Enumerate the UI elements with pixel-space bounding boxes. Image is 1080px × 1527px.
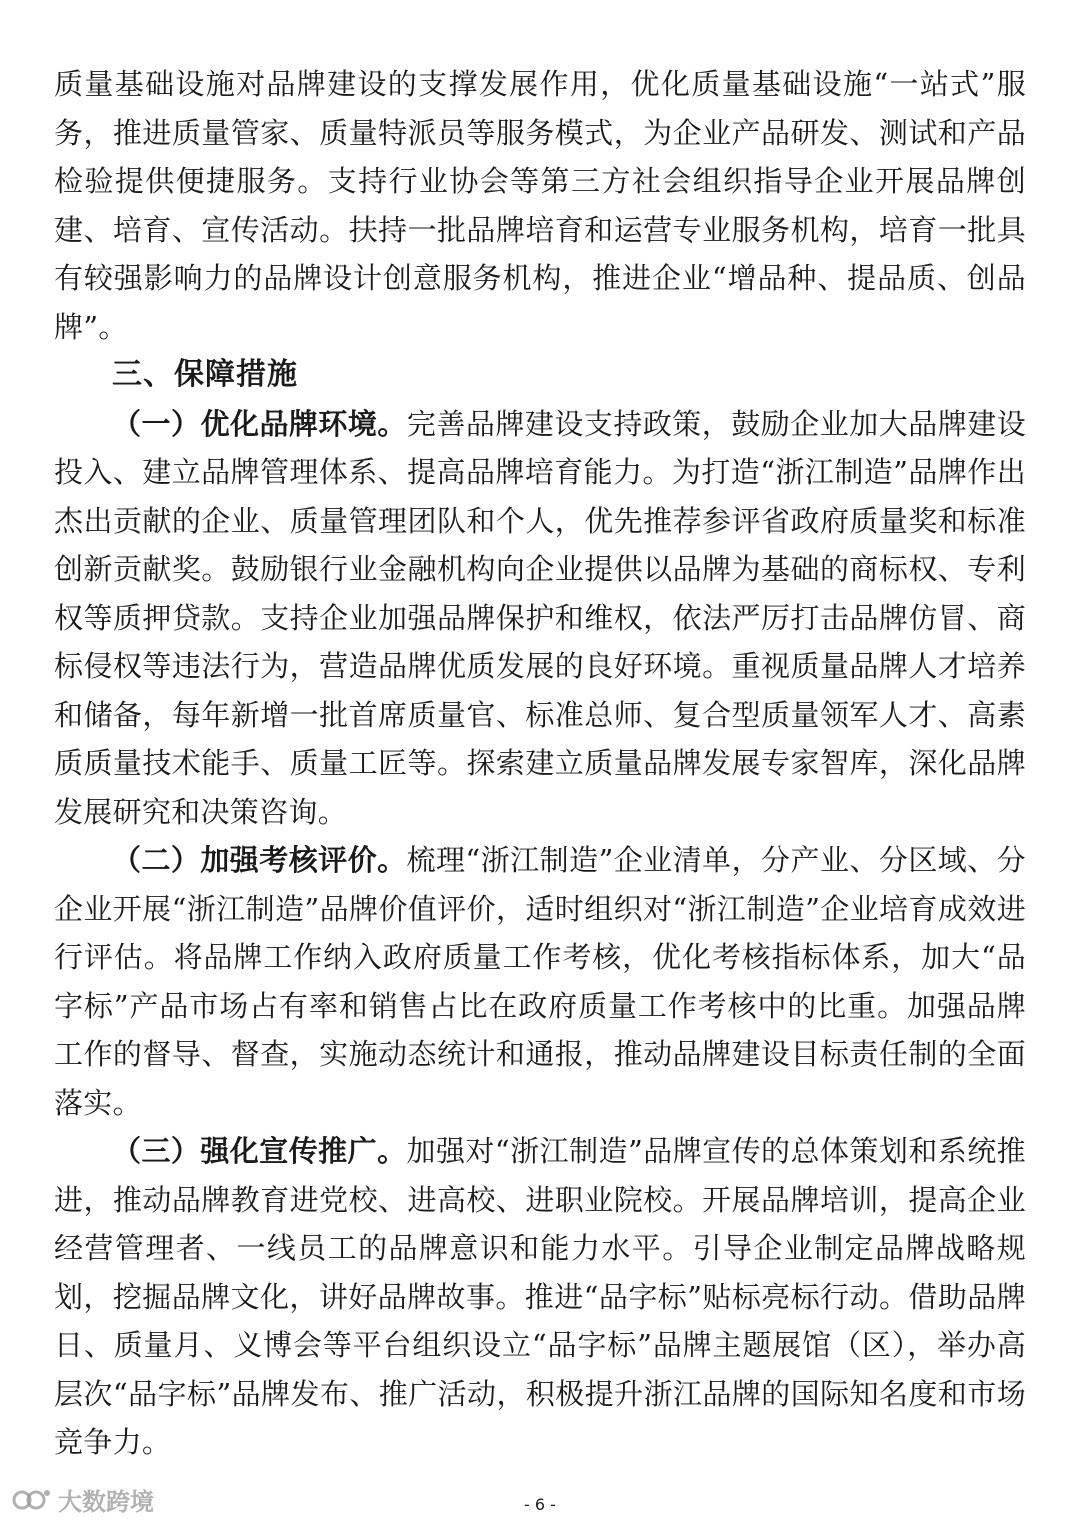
paragraph-promotion bbox=[54, 1127, 1026, 1467]
paragraph-continued: 质量基础设施对品牌建设的支撑发展作用，优化质量基础设施“一站式”服务，推进质量管家、质量特派员等服务模式，为企业产品研发、测试和产品检验提供便捷服务。支持行业协会等第三方社会组织指导企业开展品牌创建、培育、宣传活动。扶持一批品牌培育和运营专业服务机构，培育一批具有较强影响力的品牌设计创意服务机构，推进企业“增品种、提品质、创品牌”。 bbox=[54, 67, 1026, 344]
page-number: - 6 - bbox=[524, 1495, 556, 1514]
paragraph-optimize-brand-environment bbox=[54, 400, 1026, 837]
watermark-text: 大数跨境 bbox=[58, 1488, 154, 1516]
paragraph-body: 完善品牌建设支持政策，鼓励企业加大品牌建设投入、建立品牌管理体系、提高品牌培育能力。为打造“浙江制造”品牌作出杰出贡献的企业、质量管理团队和个人，优先推荐参评省政府质量奖和标准创新贡献奖。鼓励银行业金融机构向企业提供以品牌为基础的商标权、专利权等质押贷款。支持企业加强品牌保护和维权，依法严厉打击品牌仿冒、商标侵权等违法行为，营造品牌优质发展的良好环境。重视质量品牌人才培养和储备，每年新增一批首席质量官、标准总师、复合型质量领军人才、高素质质量技术能手、质量工匠等。探索建立质量品牌发展专家智库，深化品牌发展研究和决策咨询。 bbox=[54, 406, 1026, 829]
paragraph-strengthen-assessment bbox=[54, 836, 1026, 1127]
paragraph-lead: （二）加强考核评价。 bbox=[112, 843, 407, 877]
paragraph-body: 梳理“浙江制造”企业清单，分产业、分区域、分企业开展“浙江制造”品牌价值评价，适时组织对“浙江制造”企业培育成效进行评估。将品牌工作纳入政府质量工作考核，优化考核指标体系，加大“品字标”产品市场占有率和销售占比在政府质量工作考核中的比重。加强品牌工作的督导、督查，实施动态统计和通报，推动品牌建设目标责任制的全面落实。 bbox=[54, 843, 1026, 1120]
paragraph-lead: （三）强化宣传推广。 bbox=[112, 1134, 407, 1168]
paragraph-body: 加强对“浙江制造”品牌宣传的总体策划和系统推进，推动品牌教育进党校、进高校、进职业院校。开展品牌培训，提高企业经营管理者、一线员工的品牌意识和能力水平。引导企业制定品牌战略规划，挖掘品牌文化，讲好品牌故事。推进“品字标”贴标亮标行动。借助品牌日、质量月、义博会等平台组织设立“品字标”品牌主题展馆（区），举办高层次“品字标”品牌发布、推广活动，积极提升浙江品牌的国际知名度和市场竞争力。 bbox=[54, 1134, 1026, 1459]
paragraph-lead: （一）优化品牌环境。 bbox=[112, 406, 407, 441]
section-heading: 三、保障措施 bbox=[112, 357, 298, 392]
document-page bbox=[54, 60, 1026, 1467]
